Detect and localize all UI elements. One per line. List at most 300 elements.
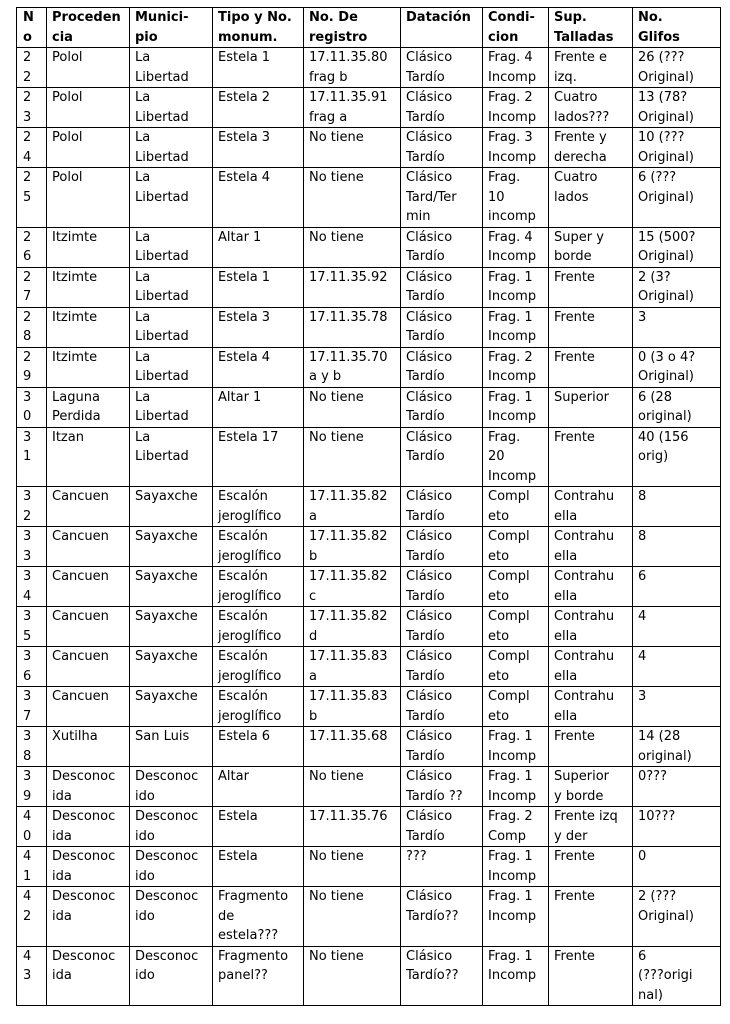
cell-line: Incomp <box>488 249 537 264</box>
cell-line: Original) <box>638 289 694 304</box>
table-header-row <box>17 8 721 48</box>
cell-line: 3 <box>23 429 32 445</box>
table-row <box>17 168 721 228</box>
cell-line: ido <box>135 968 155 983</box>
cell-numero <box>17 567 47 607</box>
cell-line: a <box>309 668 317 684</box>
cell-line: b <box>309 708 318 724</box>
cell-line: Clásico <box>406 609 453 624</box>
header-line: Sup. <box>554 10 587 25</box>
cell-line: Desconoc <box>52 889 116 904</box>
header-line: N <box>23 10 34 25</box>
cell-line: 4 <box>638 649 647 664</box>
cell-procedencia <box>47 267 130 307</box>
table-row <box>17 607 721 647</box>
cell-numero <box>17 767 47 807</box>
cell-condicion <box>483 267 549 307</box>
cell-superficies-talladas <box>549 946 633 1006</box>
cell-line: 6 <box>23 668 32 684</box>
cell-line: No tiene <box>309 429 364 445</box>
table-row <box>17 347 721 387</box>
cell-glifos <box>633 307 721 347</box>
cell-tipo-monumento <box>213 347 304 387</box>
header-line: No. <box>638 10 663 25</box>
header-line: cia <box>52 29 73 45</box>
cell-glifos <box>633 88 721 128</box>
cell-condicion <box>483 527 549 567</box>
cell-glifos <box>633 227 721 267</box>
cell-line: No tiene <box>309 170 364 185</box>
cell-line: ida <box>52 908 72 924</box>
cell-line: Itzimte <box>52 269 98 285</box>
cell-datacion <box>401 647 483 687</box>
cell-line: y borde <box>554 788 604 804</box>
cell-line: Estela 2 <box>218 90 271 105</box>
cell-line: 2 <box>23 309 32 325</box>
cell-procedencia <box>47 227 130 267</box>
cell-line: eto <box>488 588 510 604</box>
cell-line: Clásico <box>406 50 453 65</box>
cell-datacion <box>401 427 483 487</box>
cell-condicion <box>483 347 549 387</box>
cell-line: 14 (28 <box>638 729 681 744</box>
cell-line: jeroglífico <box>218 708 282 724</box>
cell-line: Frag. 1 <box>488 948 533 964</box>
cell-line: eto <box>488 628 510 644</box>
cell-line: 17.11.35.82 <box>309 569 388 584</box>
cell-line: 4 <box>23 849 32 864</box>
cell-line: 3 <box>23 109 32 125</box>
cell-line: Frente <box>554 429 595 445</box>
cell-line: Compl <box>488 609 530 624</box>
cell-line: Frente <box>554 349 595 365</box>
cell-line: Estela <box>218 849 258 864</box>
cell-municipio <box>130 887 213 947</box>
cell-procedencia <box>47 647 130 687</box>
cell-registro <box>304 48 401 88</box>
cell-glifos <box>633 887 721 947</box>
cell-line: lados??? <box>554 109 610 125</box>
cell-line: 13 (78? <box>638 90 688 105</box>
cell-municipio <box>130 647 213 687</box>
cell-superficies-talladas <box>549 687 633 727</box>
cell-line: Tardío <box>406 668 445 684</box>
cell-municipio <box>130 307 213 347</box>
cell-line: eto <box>488 668 510 684</box>
header-line: o <box>23 29 32 45</box>
cell-line: Escalón <box>218 609 268 624</box>
cell-line: derecha <box>554 149 607 165</box>
cell-superficies-talladas <box>549 227 633 267</box>
cell-line: original) <box>638 748 692 764</box>
cell-line: Itzan <box>52 429 84 445</box>
cell-line: 3 <box>638 309 647 325</box>
cell-tipo-monumento <box>213 847 304 887</box>
cell-condicion <box>483 427 549 487</box>
cell-condicion <box>483 946 549 1006</box>
cell-municipio <box>130 807 213 847</box>
cell-line: eto <box>488 548 510 564</box>
cell-line: incomp <box>488 209 536 224</box>
cell-line: Tardío?? <box>406 968 459 983</box>
cell-line: Clásico <box>406 389 453 405</box>
header-line: cion <box>488 29 519 45</box>
cell-line: Cancuen <box>52 489 109 504</box>
cell-line: Clásico <box>406 130 453 145</box>
table-row <box>17 847 721 887</box>
cell-line: La <box>135 130 151 145</box>
cell-line: Clásico <box>406 429 453 445</box>
cell-line: 3 <box>23 649 32 664</box>
cell-line: Tardío <box>406 409 445 424</box>
cell-line: jeroglífico <box>218 508 282 524</box>
cell-line: 2 <box>23 90 32 105</box>
cell-line: nal) <box>638 987 663 1003</box>
cell-line: 6 (28 <box>638 389 673 405</box>
cell-tipo-monumento <box>213 387 304 427</box>
cell-line: 8 <box>23 748 32 764</box>
cell-line: ella <box>554 588 578 604</box>
cell-line: Sayaxche <box>135 689 198 704</box>
cell-glifos <box>633 487 721 527</box>
cell-line: Tardío <box>406 508 445 524</box>
cell-line: b <box>309 548 318 564</box>
cell-line: 17.11.35.82 <box>309 529 388 544</box>
cell-line: Polol <box>52 90 83 105</box>
cell-registro <box>304 727 401 767</box>
cell-line: 17.11.35.82 <box>309 609 388 624</box>
cell-line: 4 <box>23 889 32 904</box>
cell-line: ella <box>554 668 578 684</box>
cell-line: 8 <box>638 529 647 544</box>
cell-line: Clásico <box>406 269 453 285</box>
cell-numero <box>17 48 47 88</box>
table-row <box>17 387 721 427</box>
cell-line: Contrahu <box>554 489 615 504</box>
cell-line: 3 <box>638 689 647 704</box>
document-page <box>16 7 720 1006</box>
cell-line: Clásico <box>406 489 453 504</box>
cell-line: ella <box>554 508 578 524</box>
cell-municipio <box>130 267 213 307</box>
table-row <box>17 487 721 527</box>
cell-line: Original) <box>638 109 694 125</box>
cell-line: Incomp <box>488 329 537 344</box>
cell-numero <box>17 227 47 267</box>
cell-numero <box>17 946 47 1006</box>
cell-datacion <box>401 387 483 427</box>
cell-numero <box>17 168 47 228</box>
cell-line: 3 <box>23 489 32 504</box>
cell-line: 3 <box>23 689 32 704</box>
cell-line: Clásico <box>406 229 453 245</box>
cell-line: Tardío <box>406 708 445 724</box>
cell-line: ella <box>554 548 578 564</box>
header-line: monum. <box>218 29 278 45</box>
cell-line: Sayaxche <box>135 649 198 664</box>
cell-registro <box>304 267 401 307</box>
cell-glifos <box>633 527 721 567</box>
cell-glifos <box>633 567 721 607</box>
cell-registro <box>304 807 401 847</box>
cell-line: La <box>135 389 151 405</box>
header-superficies-talladas <box>549 8 633 48</box>
cell-line: Incomp <box>488 149 537 165</box>
cell-line: Frente e <box>554 50 608 65</box>
cell-line: Frente y <box>554 130 607 145</box>
cell-condicion <box>483 168 549 228</box>
cell-line: 2 <box>23 69 32 85</box>
cell-line: 2 <box>23 508 32 524</box>
cell-line: Clásico <box>406 529 453 544</box>
cell-superficies-talladas <box>549 387 633 427</box>
cell-line: Cancuen <box>52 529 109 544</box>
cell-procedencia <box>47 427 130 487</box>
cell-line: 2 <box>23 130 32 145</box>
cell-procedencia <box>47 487 130 527</box>
cell-tipo-monumento <box>213 487 304 527</box>
cell-line: Estela 4 <box>218 349 271 365</box>
cell-line: jeroglífico <box>218 588 282 604</box>
cell-line: Clásico <box>406 649 453 664</box>
cell-line: 5 <box>23 628 32 644</box>
header-line: Munici- <box>135 10 189 25</box>
cell-registro <box>304 527 401 567</box>
cell-line: Desconoc <box>52 948 116 964</box>
cell-datacion <box>401 128 483 168</box>
cell-procedencia <box>47 88 130 128</box>
cell-line: 2 (3? <box>638 269 671 285</box>
cell-line: ella <box>554 628 578 644</box>
cell-municipio <box>130 607 213 647</box>
cell-municipio <box>130 687 213 727</box>
cell-line: Libertad <box>135 69 189 85</box>
cell-superficies-talladas <box>549 887 633 947</box>
cell-line: Cuatro <box>554 90 598 105</box>
cell-line: ido <box>135 908 155 924</box>
cell-line: Frag. 3 <box>488 130 533 145</box>
cell-line: Perdida <box>52 409 101 424</box>
table-row <box>17 887 721 947</box>
cell-line: 4 <box>638 609 647 624</box>
cell-line: La <box>135 349 151 365</box>
cell-registro <box>304 647 401 687</box>
cell-line: No tiene <box>309 229 364 245</box>
cell-tipo-monumento <box>213 567 304 607</box>
header-line: Proceden <box>52 10 121 25</box>
cell-line: Xutilha <box>52 729 98 744</box>
cell-numero <box>17 487 47 527</box>
cell-line: Compl <box>488 689 530 704</box>
cell-datacion <box>401 607 483 647</box>
cell-line: Incomp <box>488 868 537 884</box>
cell-line: Desconoc <box>52 849 116 864</box>
cell-procedencia <box>47 567 130 607</box>
cell-line: 5 <box>23 189 32 205</box>
cell-municipio <box>130 527 213 567</box>
cell-line: Super y <box>554 229 604 245</box>
cell-line: 6 <box>638 948 647 964</box>
cell-line: Cancuen <box>52 649 109 664</box>
cell-line: ida <box>52 828 72 844</box>
cell-line: Tardío <box>406 69 445 85</box>
cell-line: c <box>309 588 317 604</box>
cell-datacion <box>401 307 483 347</box>
cell-datacion <box>401 887 483 947</box>
cell-condicion <box>483 88 549 128</box>
cell-line: No tiene <box>309 130 364 145</box>
cell-tipo-monumento <box>213 48 304 88</box>
cell-line: Estela 1 <box>218 50 271 65</box>
cell-line: Polol <box>52 50 83 65</box>
cell-procedencia <box>47 887 130 947</box>
cell-municipio <box>130 427 213 487</box>
cell-line: Frag. 4 <box>488 229 533 245</box>
cell-line: Cancuen <box>52 689 109 704</box>
cell-line: 2 <box>23 908 32 924</box>
cell-datacion <box>401 347 483 387</box>
cell-line: San Luis <box>135 729 190 744</box>
cell-numero <box>17 267 47 307</box>
cell-line: Clásico <box>406 309 453 325</box>
table-row <box>17 807 721 847</box>
header-registro <box>304 8 401 48</box>
cell-glifos <box>633 687 721 727</box>
cell-line: Escalón <box>218 489 268 504</box>
cell-line: 40 (156 <box>638 429 689 445</box>
cell-line: 17.11.35.68 <box>309 729 388 744</box>
cell-condicion <box>483 687 549 727</box>
cell-line: No tiene <box>309 849 364 864</box>
cell-line: Contrahu <box>554 689 615 704</box>
table-row <box>17 227 721 267</box>
cell-line: Itzimte <box>52 229 98 245</box>
cell-procedencia <box>47 307 130 347</box>
cell-line: a <box>309 508 317 524</box>
cell-superficies-talladas <box>549 807 633 847</box>
table-body <box>17 48 721 1006</box>
cell-line: ??? <box>406 849 427 864</box>
cell-line: 3 <box>23 609 32 624</box>
cell-line: Tardío <box>406 289 445 304</box>
cell-superficies-talladas <box>549 427 633 487</box>
cell-line: Fragmento <box>218 948 289 964</box>
cell-datacion <box>401 227 483 267</box>
cell-line: Frag. 1 <box>488 769 533 784</box>
cell-registro <box>304 847 401 887</box>
cell-line: Clásico <box>406 170 453 185</box>
cell-registro <box>304 607 401 647</box>
cell-tipo-monumento <box>213 527 304 567</box>
cell-datacion <box>401 807 483 847</box>
cell-line: 9 <box>23 369 32 384</box>
cell-procedencia <box>47 946 130 1006</box>
cell-line: Frag. 1 <box>488 389 533 405</box>
cell-line: Sayaxche <box>135 609 198 624</box>
cell-numero <box>17 347 47 387</box>
cell-glifos <box>633 427 721 487</box>
cell-line: 4 <box>23 588 32 604</box>
table-row <box>17 767 721 807</box>
cell-numero <box>17 687 47 727</box>
cell-line: Libertad <box>135 249 189 264</box>
cell-line: 6 (??? <box>638 170 677 185</box>
cell-line: izq. <box>554 69 577 85</box>
table-row <box>17 946 721 1006</box>
cell-line: 3 <box>23 529 32 544</box>
cell-datacion <box>401 687 483 727</box>
cell-line: panel?? <box>218 968 268 983</box>
cell-line: Tardío <box>406 449 445 464</box>
cell-line: Frente <box>554 948 595 964</box>
cell-line: Frente <box>554 729 595 744</box>
cell-glifos <box>633 727 721 767</box>
cell-superficies-talladas <box>549 307 633 347</box>
cell-line: No tiene <box>309 889 364 904</box>
cell-line: 26 (??? <box>638 50 685 65</box>
table-row <box>17 527 721 567</box>
cell-line: Desconoc <box>135 889 199 904</box>
cell-superficies-talladas <box>549 527 633 567</box>
cell-line: Original) <box>638 369 694 384</box>
cell-line: Escalón <box>218 689 268 704</box>
cell-line: ido <box>135 828 155 844</box>
cell-numero <box>17 887 47 947</box>
cell-datacion <box>401 946 483 1006</box>
cell-line: Escalón <box>218 529 268 544</box>
cell-registro <box>304 427 401 487</box>
cell-line: 0 <box>638 849 647 864</box>
cell-procedencia <box>47 527 130 567</box>
cell-registro <box>304 347 401 387</box>
cell-line: Frag. 2 <box>488 349 533 365</box>
cell-line: Clásico <box>406 569 453 584</box>
cell-line: Altar <box>218 769 249 784</box>
cell-tipo-monumento <box>213 687 304 727</box>
cell-registro <box>304 88 401 128</box>
cell-municipio <box>130 48 213 88</box>
cell-line: Libertad <box>135 189 189 205</box>
cell-line: Frente <box>554 269 595 285</box>
cell-registro <box>304 887 401 947</box>
cell-condicion <box>483 807 549 847</box>
cell-line: Frag. <box>488 429 521 445</box>
cell-line: Contrahu <box>554 569 615 584</box>
cell-tipo-monumento <box>213 946 304 1006</box>
cell-glifos <box>633 767 721 807</box>
cell-glifos <box>633 387 721 427</box>
cell-condicion <box>483 607 549 647</box>
cell-condicion <box>483 227 549 267</box>
header-line: pio <box>135 29 158 45</box>
cell-superficies-talladas <box>549 128 633 168</box>
cell-tipo-monumento <box>213 168 304 228</box>
cell-tipo-monumento <box>213 88 304 128</box>
cell-tipo-monumento <box>213 727 304 767</box>
cell-line: ida <box>52 868 72 884</box>
cell-line: 10??? <box>638 809 676 824</box>
cell-superficies-talladas <box>549 727 633 767</box>
cell-municipio <box>130 847 213 887</box>
cell-line: Estela 17 <box>218 429 279 445</box>
cell-registro <box>304 307 401 347</box>
cell-line: Cancuen <box>52 569 109 584</box>
cell-line: 3 <box>23 769 32 784</box>
cell-procedencia <box>47 807 130 847</box>
cell-line: Contrahu <box>554 529 615 544</box>
cell-procedencia <box>47 387 130 427</box>
cell-line: de <box>218 908 235 924</box>
